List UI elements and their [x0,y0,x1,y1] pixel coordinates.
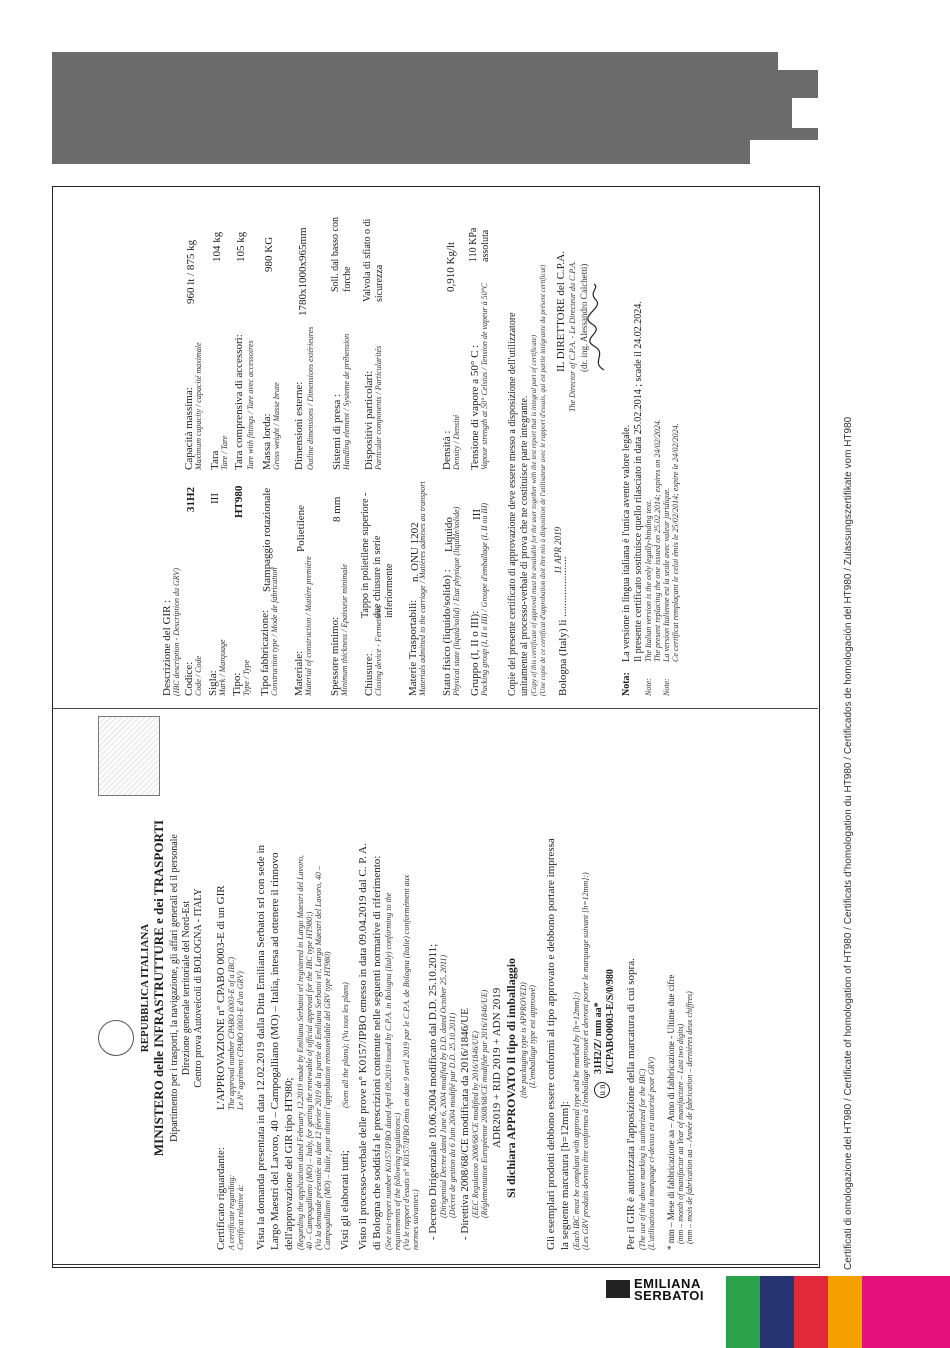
thickness-label: Spessore minimo: [329,616,341,696]
density-value: 0,910 Kg/lt [445,241,457,292]
tare-fittings-value: 105 kg [235,231,247,262]
nota-text: Il presente certificato sostituisce quello rilasciato in data 25.02.2014 ; scade il 24.02.2024. [633,301,644,662]
paragraph-request-fr: Campogalliano (MO) – Italie, pour obtenir l'approbation renouvelable del GRV type HT980) [323,951,332,1250]
company-logo [606,1276,716,1304]
un-packaging-symbol-icon [594,1082,610,1098]
approval-declaration-fr: (L'emballage type est approuvé) [528,985,537,1088]
paragraph-request-en: (Regarding the application dated February 12,2019 made by Emiliana Serbatoi srl registered in Largo Maestri del Lavoro, [296,855,305,1250]
physical-state-label: Stato fisico (liquido/solido) : [441,569,453,696]
vapour-pressure-label: Tensione di vapore a 50° C : [469,344,481,470]
thickness-sub: Minimum thickness / Epaisseur minimale [340,564,349,696]
physical-state-sub: Physical state (liquid/solid) / Etat physique (liquide/solide) [452,506,461,696]
particular-components-label: Dispositivi particolari: [363,370,375,470]
paragraph-test-report-fr: normes suivantes:) [411,1189,420,1250]
transport-materials-sub: Materials admitted to the carriage / Matières admises au transport [418,481,427,696]
marking-code: 31H2/Z/ mm aa* [593,1002,604,1074]
approval-number-en: The approval number CPABO 0003-E of a IBC) [227,956,236,1110]
cert-regarding-label-fr: Certificat relative à: [236,1184,245,1250]
sigla-sub: Mark / Marquage [218,639,227,696]
italian-republic-emblem-icon [98,1020,134,1056]
footnote: * mm – Mese di fabbricazione aa – Anno di fabbricazione - Ultime due cifre [666,974,676,1250]
ministry-heading: MINISTERO delle INFRASTRUTTURE e dei TRASPORTI [151,819,166,1157]
vapour-pressure-sub: Vapour strength at 50° Celsius / Tension de vapeur à 50°C [480,282,489,470]
page-divider-line [52,708,818,709]
ibc-description-sub: (IBC description - Description du GRV) [172,567,181,696]
cert-regarding-label: Certificato riguardante: [215,1147,227,1250]
regulation-item: ADR2019 + RID 2019 + ADN 2019 [491,987,503,1148]
tare-value: 104 kg [211,231,223,262]
dimensions-value: 1780x1000x965mm [297,227,309,316]
emiliana-serbatoi-logo-icon [606,1280,630,1298]
density-label: Densità : [441,430,453,470]
footnote-fr: (mm – mois de fabrication aa – Année de fabrication – dernières deux chiffres) [685,991,694,1244]
type-value: HT980 [233,485,245,518]
stripe-magenta [862,1276,950,1348]
approval-declaration: Si dichiara APPROVATO il tipo di imballaggio [504,957,518,1198]
un-symbol-text: u n [597,1084,607,1096]
paragraph-test-report-en: (See test-report number K0157/IPBO dated April 09,2019 issued by C.P.A. in Bologna (Italy) conforming to the [384,892,393,1250]
max-capacity-sub: Maximum capacity / capacité maximale [194,342,203,470]
construction-type-value: Stampaggio rotazionale [261,487,273,592]
code-label: Codice: [183,661,195,696]
regulation-item: - Decreto Dirigenziale 10.06.2004 modificato dal D.D. 25.10.2011; [427,943,439,1240]
direction-line: Direzione generale territoriale del Nord-Est [181,900,192,1076]
note-text-en: The present replacing the one issued on 25.02.2014; expires on 24/02/2024. [653,419,662,662]
paragraph-plans: Visti gli elaborati tutti; [339,1150,351,1250]
sigla-label: Sigla: [207,670,219,696]
regulation-item: - Direttiva 2008/68/CE modificata da 2016/1846/UE [459,1008,471,1240]
approval-number-fr: Le N° agrément CPABO 0003-E d'un GRV) [236,971,245,1110]
type-sub: Type / Type [242,659,251,696]
header-gray-block [52,52,778,70]
certificate-page-left [58,718,698,1258]
regulation-item-en: (EEC Regulation 2008/68/CE modified by 2016/1846/UE) [471,1031,480,1218]
date-stamp: 11 APR 2019 [553,526,563,574]
closure-label: Chiusure: [363,653,375,696]
signatory-name: (dr. ing. Alessandro Calchetti) [579,263,589,372]
paragraph-request: Largo Maestri del Lavoro, 40 – Campogalliano (MO) – Italia, intesa ad ottenere il rinnovo [269,852,281,1250]
thickness-value: 8 mm [331,496,343,522]
approval-declaration-en: (the packaging type is APPROVED) [519,982,528,1098]
marking-code: I/CPABO0003-E/S/0/980 [605,969,616,1074]
paragraph-marking-fr: (Les GRV produits devront être conformes à l'emballage approuvé et devront porter le marquage suivant [h=12mm]:) [581,872,590,1250]
paragraph-request-fr: (Vu la demande présentée au date 12 février 2019 de la partie de Emiliana Serbatoi srl, Largo Maestri del Lavoro, 40 – [314,866,323,1250]
regulation-item-en: (Dirigential Decree dated June 6, 2004 modified by D.D. dated October 25, 2011) [439,954,448,1218]
ibc-description-label: Descrizione del GIR : [161,599,173,696]
divider [52,1264,818,1265]
material-label: Materiale: [293,650,305,696]
place-date: Bologna (Italy) li ...................... [557,556,569,696]
material-value: Polietilene [295,504,307,552]
color-stripes [726,1276,950,1348]
paragraph-marking: la seguente marcatura [h=12mm]: [559,1101,571,1250]
packing-group-sub: Packing group (I, II o III) / Groupe d'emballage (I, II ou III) [480,502,489,696]
material-sub: Material of construction / Matière première [304,556,313,696]
construction-type-sub: Construction type / Mode de fabrication [270,567,279,696]
tare-sub: Tare / Tare [220,435,229,470]
republic-heading: REPUBBLICA ITALIANA [139,923,151,1053]
note-fr-label: Note: [662,678,671,696]
closure-sub: Closing device - Fermetures [374,605,383,696]
closure-value: Tappo in polietilene superiore - due chiusure in serie inferiormente [360,492,395,618]
certificate-page-right [150,202,810,702]
paragraph-authorization: Per il GIR è autorizzata l'apposizione della marcatura di cui sopra. [625,958,637,1250]
code-value: 31H2 [185,486,197,512]
physical-state-value: Liquido [443,517,455,552]
paragraph-test-report-en: requirements of the following regulations:) [393,1112,402,1250]
vapour-pressure-value: 110 KPa assoluta [468,227,491,262]
note-label: Note: [644,678,653,696]
note-text-fr: Ce certificat remplaçant le celui émis le 25/02/2014; expire le 24/02/2024. [671,423,680,662]
paragraph-authorization-fr: (L'utilisation du marquage ci-dessus est autorisé pour GRV) [647,1056,656,1250]
copy-notice-en: (Copy of this certificate of approval must be available for the user together with the test report that is integral part of certificate) [530,334,538,696]
note-text-en: The Italian version is the only legally-binding text. [644,499,653,662]
max-capacity-value: 960 lt / 875 kg [185,239,197,304]
gross-mass-sub: Gross weight / Masse brute [272,382,281,470]
header-gray-block [52,140,750,164]
tare-label: Tara [209,450,221,470]
approval-number: L'APPROVAZIONE n° CPABO 0003-E di un GIR [215,885,227,1110]
paragraph-request: dell'approvazione del GIR tipo HT980; [283,1077,295,1250]
paragraph-authorization-en: (The use of the above marking is authorized for the IBC) [638,1068,647,1250]
packing-group-value: III [471,509,483,520]
tare-fittings-label: Tara comprensiva di accessori: [233,334,245,470]
paragraph-marking-en: (Each IBC must be compliant with approval type and be marked by [h=12mm]:) [572,992,581,1250]
director-title-sub: The Director of C.P.A. - Le Directeur du C.P.A. [568,260,577,412]
copy-notice: unitamente al processo-verbale di prova che ne costituisce parte integrante. [519,395,530,696]
paragraph-marking: Gli esemplari prodotti debbono essere conformi al tipo approvato e debbono portare impressa [545,838,557,1250]
handling-value: Soll. dal basso con forche [330,217,353,292]
stripe-green [726,1276,760,1348]
particular-components-sub: Particular components / Particularités [374,345,383,470]
paragraph-test-report: Visto il processo-verbale delle prove n° K0157/IPBO emesso in data 09.04.2019 dal C. P. A. [357,843,369,1250]
logo-line-2: SERBATOI [634,1288,704,1303]
stripe-orange [828,1276,862,1348]
paragraph-request: Vista la domanda presentata in data 12.02.2019 dalla Ditta Emiliana Serbatoi srl con sede in [255,844,267,1250]
transport-materials-value: n. ONU 1202 [409,522,421,582]
handling-label: Sistemi di presa : [331,393,343,470]
copy-notice: Copie del presente certificato di approvazione deve essere messo a disposizione dell'utilizzatore [507,312,518,696]
dimensions-label: Dimensioni esterne: [293,381,305,470]
packing-group-label: Gruppo (I, II o III): [469,610,481,696]
paragraph-test-report: di Bologna che soddisfa le prescrizioni contenute nelle seguenti normative di riferimento: [371,855,383,1250]
dimensions-sub: Outline dimensions / Dimensions extérieures [306,326,315,470]
handwritten-signature [586,282,610,372]
code-sub: Code / Code [194,656,203,696]
department-line: Dipartimento per i trasporti, la navigazione, gli affari generali ed il personale [169,834,180,1142]
regulation-item-fr: (Réglementation Européenne 2008/68/CE modifiée par 2016/1846/UE) [480,989,489,1218]
nota-label: Nota: [621,672,632,696]
stripe-navy [760,1276,794,1348]
centre-line: Centro prova Autoveicoli di BOLOGNA - ITALY [193,888,204,1088]
logo-line-1: EMILIANA [634,1276,701,1291]
handling-sub: Handling element / Systeme de préhension [342,333,351,470]
nota-text: La versione in lingua italiana è l'unica avente valore legale. [621,424,632,662]
copy-notice-fr: (Une copie de ce certificat d'approbation doit être mis à disposition de l'utilisateur avec le rapport d'essais, qui est partie intégrante du présent certificat) [539,264,547,696]
header-gray-block [52,70,818,98]
construction-type-label: Tipo fabbricazione: [259,609,271,696]
sidebar-caption: Certificati di omologazione del HT980 / Certificate of homologation of HT980 / Certificats d’homologation du HT980 / Certificados de homologación del HT980 / Zulassungszertifikate vom HT980 [843,416,854,1270]
footnote-en: (mm – month of manifactur aa Year of manifacture – Last two digits) [676,1023,685,1244]
stripe-red [794,1276,828,1348]
density-sub: Density / Densité [452,414,461,470]
gross-mass-value: 980 KG [263,236,275,272]
paragraph-request-en: 40 – Campogalliano (MO) – Italy, for getting the renewable of official approval for the IBC type HT980;) [305,911,314,1250]
max-capacity-label: Capacità massima: [183,387,195,470]
gross-mass-label: Massa lorda: [261,413,273,470]
header-gray-block [52,98,792,128]
transport-materials-label: Materie Trasportabili: [407,599,419,696]
paragraph-test-report-fr: (Vu le rapport d'essais n° K0157/IPBO émis en date 9 avril 2019 par le C.P.A. de Bologna (Italie) conformément aux [402,874,411,1250]
particular-components-value: Valvola di sfiato o di sicurezza [362,218,385,302]
cert-regarding-label-en: A certificate regarding: [227,1174,236,1250]
note-text-fr: La version Italienne est la seule avec valeur juridique. [662,487,671,662]
tare-fittings-sub: Tare with fittings / Tare avec accessoires [246,340,255,470]
regulation-item-fr: (Décret de gestion du 6 Juin 2004 modifié par D.D. 25.10.2011) [448,1012,457,1218]
director-title: IL DIRETTORE del C.P.A. [555,251,567,372]
type-label: Tipo: [231,672,243,696]
paragraph-plans-en: (Seen all the plans); (Vu tous les plans) [341,982,350,1108]
header-gray-block [52,128,818,140]
sigla-value: III [209,493,221,504]
